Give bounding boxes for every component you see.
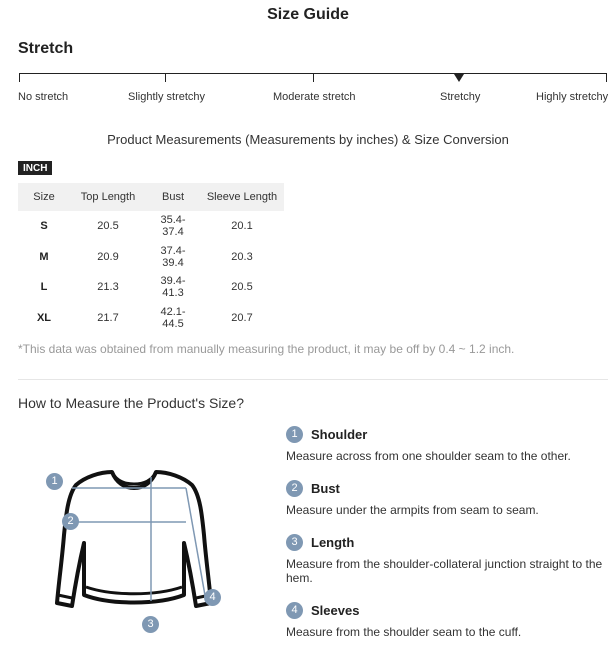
size-table xyxy=(18,183,284,333)
table-row xyxy=(18,211,284,242)
measure-step-shoulder xyxy=(286,425,611,463)
stretch-label-none: No stretch xyxy=(18,91,69,103)
size-cell: XL xyxy=(36,311,52,324)
stretch-tick xyxy=(313,73,314,82)
table-cell: 20.3 xyxy=(231,250,253,263)
size-cell: S xyxy=(40,220,48,233)
step-number-badge: 4 xyxy=(286,602,303,619)
column-header: Bust xyxy=(146,183,200,211)
diagram-marker-1: 1 xyxy=(46,473,63,490)
conversion-heading: Product Measurements (Measurements by inches) & Size Conversion xyxy=(107,132,509,147)
hem-band xyxy=(86,587,182,594)
table-cell: 20.1 xyxy=(231,220,253,233)
step-title: Length xyxy=(311,534,355,550)
stretch-label-high: Highly stretchy xyxy=(536,91,609,103)
stretch-tick xyxy=(606,73,607,82)
step-title: Sleeves xyxy=(311,602,360,618)
column-header: Sleeve Length xyxy=(200,183,284,211)
column-header: Size xyxy=(18,183,70,211)
stretch-selected-marker xyxy=(454,74,464,82)
stretch-heading: Stretch xyxy=(18,40,74,57)
table-header-row xyxy=(18,183,284,211)
measure-step-bust xyxy=(286,479,611,517)
diagram-marker-4: 4 xyxy=(204,589,221,606)
diagram-marker-2: 2 xyxy=(62,513,79,530)
table-cell: 21.7 xyxy=(97,311,119,324)
stretch-label-moderate: Moderate stretch xyxy=(273,91,356,103)
step-title: Bust xyxy=(311,480,340,496)
table-cell: 39.4-41.3 xyxy=(160,275,186,300)
table-row xyxy=(18,303,284,334)
table-cell: 20.5 xyxy=(97,220,119,233)
step-number-badge: 3 xyxy=(286,534,303,551)
table-cell: 35.4-37.4 xyxy=(160,214,186,239)
stretch-tick xyxy=(19,73,20,82)
unit-badge[interactable]: INCH xyxy=(18,161,52,175)
size-cell: L xyxy=(40,281,48,294)
measure-heading: How to Measure the Product's Size? xyxy=(18,395,245,411)
table-cell: 21.3 xyxy=(97,281,119,294)
step-description: Measure from the shoulder-collateral junction straight to the hem. xyxy=(286,557,603,585)
cuff-left xyxy=(58,595,72,598)
stretch-tick xyxy=(165,73,166,82)
table-cell: 37.4-39.4 xyxy=(160,244,186,269)
step-description: Measure under the armpits from seam to seam. xyxy=(286,503,539,517)
step-number-badge: 1 xyxy=(286,426,303,443)
sweater-outline xyxy=(57,472,211,606)
step-title: Shoulder xyxy=(311,426,368,442)
column-header: Top Length xyxy=(70,183,146,211)
diagram-marker-3: 3 xyxy=(142,616,159,633)
table-cell: 20.5 xyxy=(231,281,253,294)
table-cell: 42.1-44.5 xyxy=(160,305,186,330)
measurement-note: *This data was obtained from manually measuring the product, it may be off by 0.4 ~ 1.2 inch. xyxy=(18,342,515,356)
sweater-diagram xyxy=(40,455,230,640)
measure-step-length xyxy=(286,533,611,585)
size-cell: M xyxy=(39,250,49,263)
measure-step-sleeves xyxy=(286,601,611,639)
table-cell: 20.7 xyxy=(231,311,253,324)
stretch-label-stretchy: Stretchy xyxy=(440,91,481,103)
table-row xyxy=(18,242,284,273)
stretch-scale xyxy=(19,73,607,83)
sweater-illustration xyxy=(40,455,230,640)
step-description: Measure from the shoulder seam to the cuff. xyxy=(286,625,522,639)
page-title: Size Guide xyxy=(267,6,349,23)
table-row xyxy=(18,272,284,303)
step-description: Measure across from one shoulder seam to the other. xyxy=(286,449,571,463)
section-divider xyxy=(18,379,608,380)
table-cell: 20.9 xyxy=(97,250,119,263)
stretch-label-slight: Slightly stretchy xyxy=(128,91,206,103)
step-number-badge: 2 xyxy=(286,480,303,497)
